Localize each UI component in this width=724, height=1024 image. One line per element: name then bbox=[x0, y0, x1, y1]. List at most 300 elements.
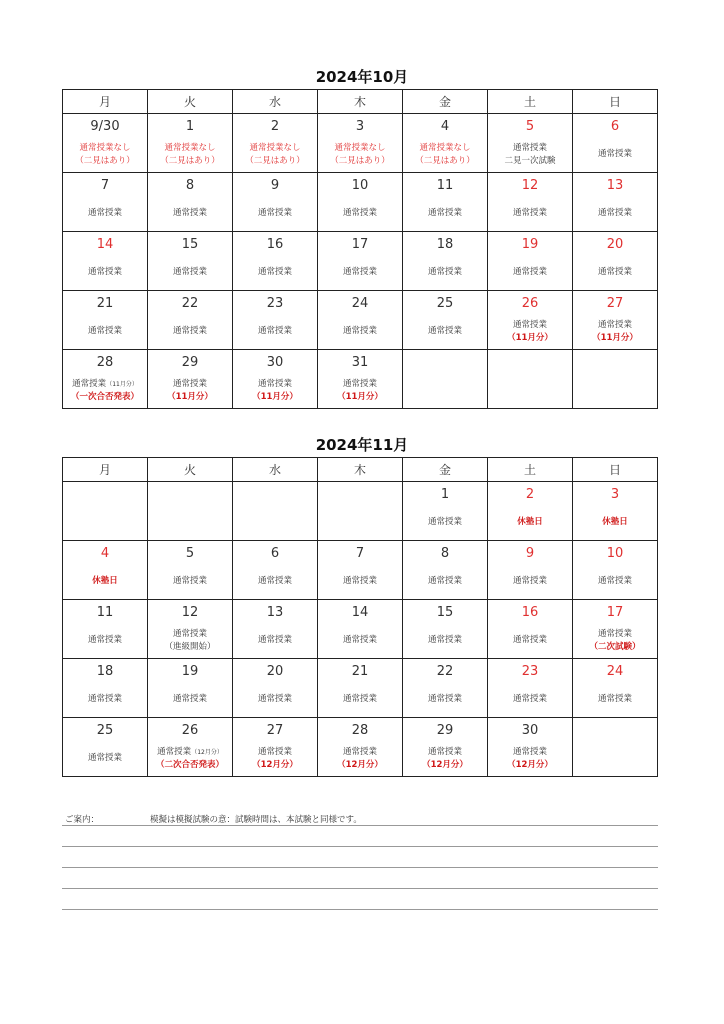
weekday-header: 日 bbox=[573, 90, 658, 114]
note-line: 通常授業 bbox=[597, 694, 632, 704]
day-note bbox=[318, 325, 402, 338]
day-number bbox=[573, 355, 657, 371]
day-note bbox=[148, 575, 232, 588]
note-line: 通常授業 bbox=[172, 576, 207, 586]
weekday-header-row bbox=[63, 458, 658, 482]
day-number: 12 bbox=[521, 178, 539, 193]
day-number: 20 bbox=[266, 664, 284, 679]
day-number: 14 bbox=[96, 237, 114, 252]
day-note bbox=[233, 693, 317, 706]
note-line: 通常授業なし bbox=[249, 143, 301, 153]
day-note bbox=[63, 325, 147, 338]
day-note bbox=[148, 207, 232, 220]
note-line: （二見はあり） bbox=[415, 156, 475, 166]
day-number: 14 bbox=[351, 605, 369, 620]
day-number: 26 bbox=[181, 723, 199, 738]
day-note bbox=[488, 746, 572, 772]
calendar-week-row bbox=[63, 718, 658, 777]
day-number: 16 bbox=[266, 237, 284, 252]
day-note bbox=[63, 266, 147, 279]
note-line: 通常授業 bbox=[427, 326, 462, 336]
day-note bbox=[488, 142, 572, 168]
day-number: 10 bbox=[606, 546, 624, 561]
note-line: 通常授業 bbox=[597, 576, 632, 586]
note-line: 通常授業 bbox=[597, 149, 632, 159]
day-number: 24 bbox=[606, 664, 624, 679]
calendar-day-cell bbox=[488, 659, 573, 718]
calendar-day-cell bbox=[148, 291, 233, 350]
day-note bbox=[403, 266, 487, 279]
day-note bbox=[573, 693, 657, 706]
weekday-header: 金 bbox=[403, 90, 488, 114]
day-number: 16 bbox=[521, 605, 539, 620]
note-line: （二見はあり） bbox=[245, 156, 305, 166]
day-note bbox=[233, 325, 317, 338]
day-number: 15 bbox=[181, 237, 199, 252]
day-number: 21 bbox=[96, 296, 114, 311]
calendar-day-cell bbox=[488, 114, 573, 173]
calendar-day-cell bbox=[573, 482, 658, 541]
day-note bbox=[573, 628, 657, 654]
note-line: 通常授業 bbox=[257, 635, 292, 645]
note-highlight: （12月分） bbox=[337, 760, 383, 770]
calendar-day-cell bbox=[318, 114, 403, 173]
day-number: 7 bbox=[355, 546, 365, 561]
note-line: 通常授業 bbox=[87, 694, 122, 704]
day-note bbox=[488, 207, 572, 220]
note-line: 通常授業 bbox=[257, 747, 292, 757]
calendar-day-cell bbox=[63, 659, 148, 718]
weekday-header: 月 bbox=[63, 458, 148, 482]
day-note bbox=[233, 142, 317, 168]
day-number: 29 bbox=[181, 355, 199, 370]
calendar-day-cell bbox=[318, 718, 403, 777]
calendar-day-cell bbox=[573, 600, 658, 659]
day-number: 17 bbox=[606, 605, 624, 620]
calendar-day-cell bbox=[403, 482, 488, 541]
day-note bbox=[488, 575, 572, 588]
calendar-day-cell bbox=[233, 482, 318, 541]
weekday-header: 木 bbox=[318, 458, 403, 482]
calendar-day-cell bbox=[148, 350, 233, 409]
calendar-day-cell bbox=[63, 350, 148, 409]
day-number: 22 bbox=[181, 296, 199, 311]
calendar-day-cell bbox=[573, 718, 658, 777]
note-line: 通常授業 bbox=[427, 694, 462, 704]
note-line: 通常授業なし bbox=[164, 143, 216, 153]
holiday-label: 休塾日 bbox=[92, 576, 118, 586]
calendar-week-row bbox=[63, 659, 658, 718]
note-line: 通常授業 bbox=[172, 326, 207, 336]
note-line: 通常授業 bbox=[87, 326, 122, 336]
calendar-day-cell bbox=[318, 173, 403, 232]
day-note bbox=[403, 516, 487, 529]
day-number: 31 bbox=[351, 355, 369, 370]
day-number: 23 bbox=[266, 296, 284, 311]
calendar-day-cell bbox=[403, 541, 488, 600]
footer-line bbox=[62, 826, 658, 847]
calendar-day-cell bbox=[488, 600, 573, 659]
calendar-day-cell bbox=[403, 291, 488, 350]
note-line: 通常授業 bbox=[427, 517, 462, 527]
note-line: 通常授業なし bbox=[334, 143, 386, 153]
footer-line bbox=[62, 847, 658, 868]
calendar-day-cell bbox=[573, 291, 658, 350]
day-number: 18 bbox=[96, 664, 114, 679]
day-number: 13 bbox=[606, 178, 624, 193]
day-note bbox=[63, 752, 147, 765]
note-line: 通常授業 bbox=[342, 379, 377, 389]
calendar-week-row bbox=[63, 541, 658, 600]
calendar-day-cell bbox=[148, 114, 233, 173]
note-line: （進級開始） bbox=[164, 642, 216, 652]
calendar-day-cell bbox=[318, 291, 403, 350]
day-note bbox=[488, 516, 572, 529]
calendar-day-cell bbox=[573, 232, 658, 291]
note-line: 通常授業 bbox=[257, 379, 292, 389]
note-line: 通常授業 bbox=[512, 576, 547, 586]
day-note bbox=[318, 575, 402, 588]
day-note bbox=[573, 319, 657, 345]
weekday-header: 木 bbox=[318, 90, 403, 114]
note-line: 通常授業 bbox=[427, 576, 462, 586]
note-line: 通常授業 bbox=[597, 320, 632, 330]
day-number: 11 bbox=[436, 178, 454, 193]
calendar-day-cell bbox=[403, 350, 488, 409]
note-line: 通常授業 bbox=[597, 208, 632, 218]
calendar-day-cell bbox=[233, 541, 318, 600]
calendar-day-cell bbox=[488, 350, 573, 409]
note-line: 通常授業 bbox=[257, 326, 292, 336]
note-highlight: （12月分） bbox=[422, 760, 468, 770]
day-number: 5 bbox=[185, 546, 195, 561]
holiday-label: 休塾日 bbox=[602, 517, 628, 527]
weekday-header: 水 bbox=[233, 90, 318, 114]
day-note bbox=[573, 516, 657, 529]
weekday-header: 土 bbox=[488, 90, 573, 114]
day-number: 22 bbox=[436, 664, 454, 679]
day-note bbox=[233, 746, 317, 772]
day-number: 18 bbox=[436, 237, 454, 252]
day-note bbox=[148, 325, 232, 338]
calendar-day-cell bbox=[63, 600, 148, 659]
calendar-day-cell bbox=[488, 482, 573, 541]
day-note bbox=[148, 142, 232, 168]
note-line: 通常授業 bbox=[172, 379, 207, 389]
note-line: 通常授業 bbox=[342, 208, 377, 218]
day-number: 13 bbox=[266, 605, 284, 620]
day-number: 23 bbox=[521, 664, 539, 679]
day-number: 25 bbox=[96, 723, 114, 738]
calendar-week-row bbox=[63, 600, 658, 659]
day-note bbox=[233, 634, 317, 647]
note-month-tag: （11月分） bbox=[106, 381, 138, 388]
note-line: 通常授業 bbox=[512, 267, 547, 277]
note-line: 通常授業 bbox=[257, 576, 292, 586]
note-line: 通常授業 bbox=[87, 208, 122, 218]
note-line: 通常授業 bbox=[512, 208, 547, 218]
day-note bbox=[148, 628, 232, 654]
note-line: 通常授業 bbox=[342, 635, 377, 645]
calendar-day-cell bbox=[488, 291, 573, 350]
day-note bbox=[148, 746, 232, 772]
calendar-day-cell bbox=[233, 659, 318, 718]
october-title: 2024年10月 bbox=[315, 68, 409, 86]
calendar-day-cell bbox=[233, 718, 318, 777]
day-note bbox=[148, 266, 232, 279]
note-line: 通常授業 bbox=[172, 208, 207, 218]
day-number: 24 bbox=[351, 296, 369, 311]
day-number: 4 bbox=[440, 119, 450, 134]
note-highlight: （一次合否発表） bbox=[70, 392, 139, 402]
calendar-day-cell bbox=[148, 600, 233, 659]
note-highlight: （12月分） bbox=[507, 760, 553, 770]
note-highlight: （11月分） bbox=[252, 392, 298, 402]
note-line: 通常授業 bbox=[157, 747, 192, 757]
calendar-day-cell bbox=[63, 232, 148, 291]
calendar-day-cell bbox=[318, 600, 403, 659]
day-note bbox=[318, 693, 402, 706]
day-note bbox=[403, 575, 487, 588]
note-line: 通常授業なし bbox=[79, 143, 131, 153]
footer-notes bbox=[62, 810, 658, 910]
note-line: 通常授業 bbox=[172, 694, 207, 704]
day-note bbox=[488, 693, 572, 706]
note-line: 通常授業 bbox=[427, 208, 462, 218]
day-number bbox=[488, 355, 572, 371]
weekday-header: 日 bbox=[573, 458, 658, 482]
note-line: 通常授業 bbox=[427, 267, 462, 277]
calendar-day-cell bbox=[573, 659, 658, 718]
day-note bbox=[403, 746, 487, 772]
day-number: 28 bbox=[351, 723, 369, 738]
day-number: 29 bbox=[436, 723, 454, 738]
calendar-day-cell bbox=[488, 232, 573, 291]
calendar-day-cell bbox=[233, 232, 318, 291]
day-number: 27 bbox=[606, 296, 624, 311]
day-note bbox=[488, 634, 572, 647]
day-number: 30 bbox=[521, 723, 539, 738]
calendar-day-cell bbox=[318, 659, 403, 718]
november-title: 2024年11月 bbox=[315, 436, 409, 454]
calendar-day-cell bbox=[318, 350, 403, 409]
day-note bbox=[403, 634, 487, 647]
holiday-label: 休塾日 bbox=[517, 517, 543, 527]
day-note bbox=[403, 142, 487, 168]
day-number: 27 bbox=[266, 723, 284, 738]
day-note bbox=[63, 378, 147, 404]
calendar-day-cell bbox=[63, 173, 148, 232]
day-number: 10 bbox=[351, 178, 369, 193]
calendar-day-cell bbox=[573, 173, 658, 232]
note-line: 通常授業 bbox=[342, 267, 377, 277]
footer-text: 模擬は模擬試験の意：試験時間は、本試験と同様です。 bbox=[150, 815, 362, 825]
note-line: 通常授業 bbox=[512, 747, 547, 757]
day-note bbox=[63, 575, 147, 588]
note-line: 通常授業 bbox=[512, 635, 547, 645]
day-note bbox=[318, 142, 402, 168]
day-note bbox=[403, 325, 487, 338]
day-note bbox=[318, 378, 402, 404]
day-number: 9 bbox=[270, 178, 280, 193]
note-line: 通常授業 bbox=[257, 694, 292, 704]
footer-line bbox=[62, 889, 658, 910]
calendar-week-row bbox=[63, 350, 658, 409]
day-number: 19 bbox=[521, 237, 539, 252]
calendar-day-cell bbox=[63, 114, 148, 173]
day-note bbox=[233, 575, 317, 588]
note-line: 通常授業 bbox=[512, 143, 547, 153]
day-note bbox=[573, 207, 657, 220]
note-month-tag: （12月分） bbox=[191, 749, 223, 756]
calendar-day-cell bbox=[63, 291, 148, 350]
note-line: 通常授業 bbox=[512, 694, 547, 704]
day-number: 15 bbox=[436, 605, 454, 620]
day-number bbox=[233, 487, 317, 503]
calendar-day-cell bbox=[403, 600, 488, 659]
calendar-day-cell bbox=[233, 114, 318, 173]
calendar-week-row bbox=[63, 232, 658, 291]
note-line: （二見はあり） bbox=[330, 156, 390, 166]
calendar-day-cell bbox=[63, 541, 148, 600]
day-number bbox=[148, 487, 232, 503]
note-line: 通常授業 bbox=[597, 629, 632, 639]
note-highlight: （11月分） bbox=[167, 392, 213, 402]
day-note bbox=[148, 378, 232, 404]
day-number bbox=[403, 355, 487, 371]
note-line: 通常授業 bbox=[597, 267, 632, 277]
day-note bbox=[63, 693, 147, 706]
day-number: 8 bbox=[185, 178, 195, 193]
weekday-header: 火 bbox=[148, 90, 233, 114]
note-line: 通常授業 bbox=[257, 208, 292, 218]
weekday-header: 水 bbox=[233, 458, 318, 482]
note-line: 通常授業なし bbox=[419, 143, 471, 153]
day-number: 1 bbox=[440, 487, 450, 502]
day-note bbox=[148, 693, 232, 706]
note-highlight: （二次試験） bbox=[589, 642, 641, 652]
november-calendar bbox=[62, 457, 658, 777]
day-note bbox=[488, 319, 572, 345]
day-note bbox=[233, 266, 317, 279]
weekday-header-row bbox=[63, 90, 658, 114]
calendar-day-cell bbox=[148, 232, 233, 291]
note-line: （二見はあり） bbox=[160, 156, 220, 166]
calendar-day-cell bbox=[63, 482, 148, 541]
footer-label: ご案内： bbox=[65, 815, 100, 825]
calendar-day-cell bbox=[403, 114, 488, 173]
calendar-week-row bbox=[63, 291, 658, 350]
day-number: 7 bbox=[100, 178, 110, 193]
calendar-day-cell bbox=[403, 232, 488, 291]
day-number: 9 bbox=[525, 546, 535, 561]
day-number: 6 bbox=[610, 119, 620, 134]
note-line: 通常授業 bbox=[427, 635, 462, 645]
day-number: 28 bbox=[96, 355, 114, 370]
calendar-day-cell bbox=[403, 659, 488, 718]
note-line: 通常授業 bbox=[342, 747, 377, 757]
note-line: 通常授業 bbox=[342, 576, 377, 586]
day-number: 3 bbox=[355, 119, 365, 134]
day-note bbox=[488, 266, 572, 279]
day-number: 4 bbox=[100, 546, 110, 561]
day-note bbox=[318, 746, 402, 772]
day-note bbox=[403, 207, 487, 220]
note-line: 通常授業 bbox=[512, 320, 547, 330]
note-line: 通常授業 bbox=[87, 635, 122, 645]
day-number: 8 bbox=[440, 546, 450, 561]
calendar-day-cell bbox=[148, 718, 233, 777]
day-note bbox=[318, 207, 402, 220]
day-number: 9/30 bbox=[90, 119, 120, 134]
day-note bbox=[573, 148, 657, 161]
day-note bbox=[233, 378, 317, 404]
calendar-day-cell bbox=[488, 718, 573, 777]
calendar-day-cell bbox=[318, 482, 403, 541]
calendar-day-cell bbox=[403, 718, 488, 777]
day-note bbox=[318, 266, 402, 279]
note-line: 通常授業 bbox=[342, 694, 377, 704]
day-note bbox=[63, 142, 147, 168]
calendar-day-cell bbox=[233, 173, 318, 232]
note-line: 通常授業 bbox=[87, 267, 122, 277]
note-highlight: （二次合否発表） bbox=[155, 760, 224, 770]
day-number: 2 bbox=[270, 119, 280, 134]
calendar-day-cell bbox=[233, 291, 318, 350]
note-highlight: （12月分） bbox=[252, 760, 298, 770]
note-line: 通常授業 bbox=[427, 747, 462, 757]
calendar-day-cell bbox=[148, 541, 233, 600]
note-line: 通常授業 bbox=[257, 267, 292, 277]
day-note bbox=[318, 634, 402, 647]
calendar-day-cell bbox=[573, 541, 658, 600]
calendar-week-row bbox=[63, 173, 658, 232]
day-note bbox=[63, 634, 147, 647]
day-note bbox=[63, 207, 147, 220]
day-number: 26 bbox=[521, 296, 539, 311]
day-number: 6 bbox=[270, 546, 280, 561]
day-note bbox=[403, 693, 487, 706]
calendar-week-row bbox=[63, 114, 658, 173]
day-number: 20 bbox=[606, 237, 624, 252]
note-highlight: （11月分） bbox=[507, 333, 553, 343]
calendar-day-cell bbox=[318, 541, 403, 600]
calendar-day-cell bbox=[148, 173, 233, 232]
note-highlight: （11月分） bbox=[337, 392, 383, 402]
day-number bbox=[318, 487, 402, 503]
note-line: 通常授業 bbox=[172, 267, 207, 277]
note-line: 通常授業 bbox=[72, 379, 107, 389]
note-highlight: （11月分） bbox=[592, 333, 638, 343]
calendar-day-cell bbox=[488, 541, 573, 600]
calendar-day-cell bbox=[233, 350, 318, 409]
day-number: 5 bbox=[525, 119, 535, 134]
calendar-week-row bbox=[63, 482, 658, 541]
day-number: 25 bbox=[436, 296, 454, 311]
note-line: 通常授業 bbox=[172, 629, 207, 639]
day-note bbox=[573, 266, 657, 279]
note-line: （二見はあり） bbox=[75, 156, 135, 166]
weekday-header: 土 bbox=[488, 458, 573, 482]
calendar-day-cell bbox=[488, 173, 573, 232]
footer-line bbox=[62, 868, 658, 889]
day-number bbox=[63, 487, 147, 503]
day-note bbox=[573, 575, 657, 588]
calendar-day-cell bbox=[573, 114, 658, 173]
calendar-day-cell bbox=[63, 718, 148, 777]
weekday-header: 金 bbox=[403, 458, 488, 482]
calendar-day-cell bbox=[318, 232, 403, 291]
